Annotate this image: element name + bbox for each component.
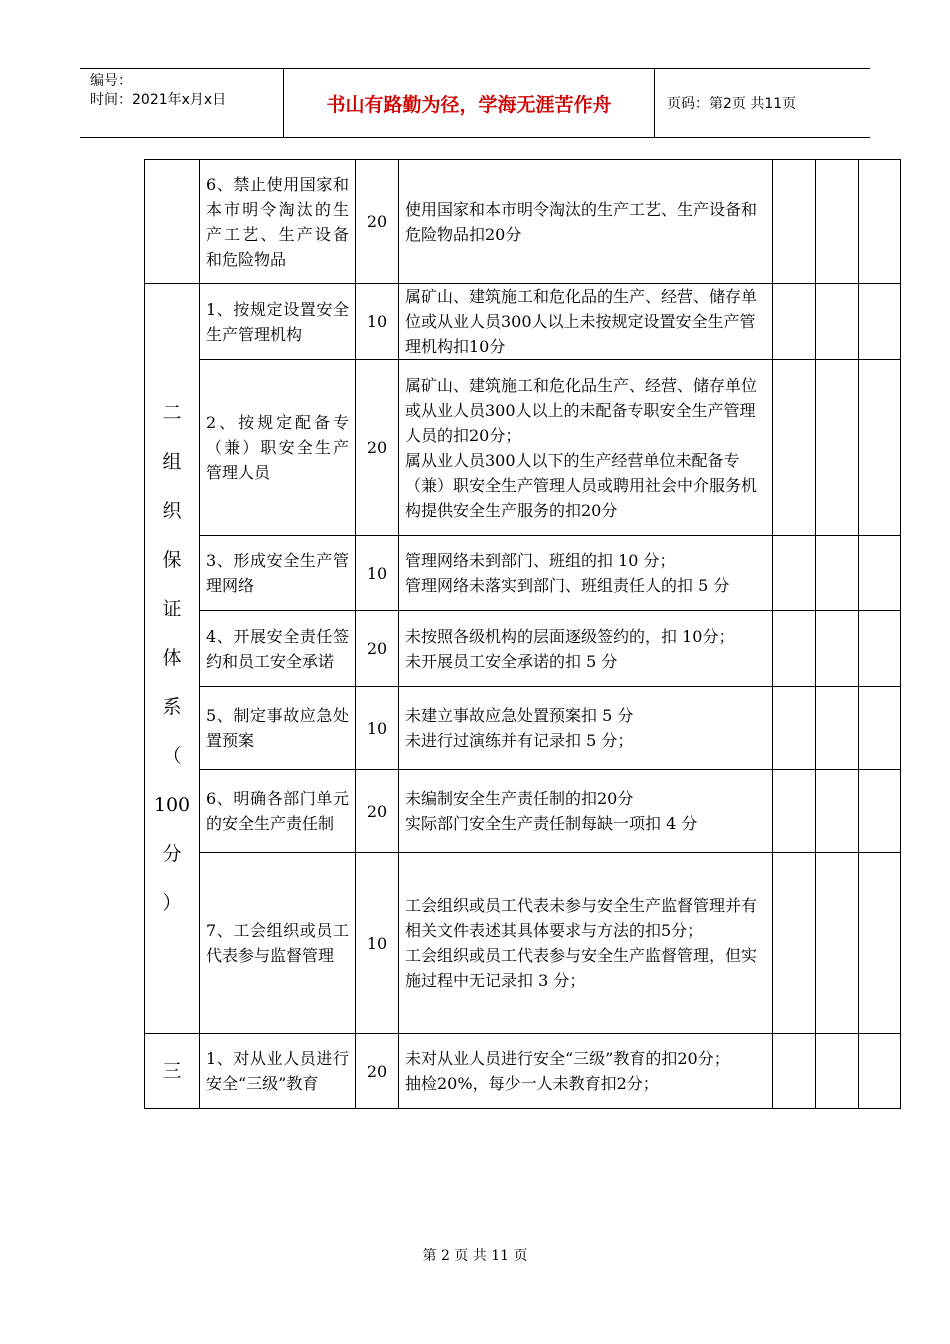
table-row (145, 160, 901, 284)
blank-cell (816, 284, 859, 360)
header-meta (80, 69, 283, 137)
blank-cell (773, 770, 816, 853)
section-three-label: 三 (162, 1059, 182, 1082)
blank-cell (859, 770, 901, 853)
score-cell: 20 (356, 1034, 399, 1109)
score-cell: 10 (356, 284, 399, 360)
item-cell: 2、按规定配备专（兼）职安全生产管理人员 (200, 360, 356, 536)
page-footer: 第 2 页 共 11 页 (422, 1248, 528, 1264)
item-cell: 1、按规定设置安全生产管理机构 (200, 284, 356, 360)
number-label: 编号： (90, 73, 132, 89)
blank-cell (859, 160, 901, 284)
time-label: 时间：2021年x月x日 (90, 92, 227, 108)
blank-cell (773, 853, 816, 1034)
table-row (145, 284, 901, 360)
item-cell: 3、形成安全生产管理网络 (200, 536, 356, 611)
blank-cell (859, 611, 901, 687)
standard-cell (399, 687, 773, 770)
standard-line: 未进行过演练并有记录扣 5 分； (405, 731, 634, 750)
item-cell: 4、开展安全责任签约和员工安全承诺 (200, 611, 356, 687)
blank-cell (859, 360, 901, 536)
assessment-table (144, 159, 901, 1109)
standard-line: 属矿山、建筑施工和危化品的生产、经营、储存单位或从业人员300人以上未按规定设置安全生产管理机构扣10分 (405, 287, 758, 356)
score-cell: 20 (356, 160, 399, 284)
section-cell-two (145, 284, 200, 1034)
score-cell: 20 (356, 360, 399, 536)
blank-cell (773, 160, 816, 284)
table-row (145, 853, 901, 1034)
blank-cell (816, 536, 859, 611)
blank-cell (773, 536, 816, 611)
standard-cell (399, 160, 773, 284)
header-motto: 书山有路勤为径，学海无涯苦作舟 (283, 69, 655, 137)
standard-cell (399, 284, 773, 360)
blank-cell (773, 360, 816, 536)
item-cell: 5、制定事故应急处置预案 (200, 687, 356, 770)
standard-cell (399, 536, 773, 611)
score-cell: 20 (356, 770, 399, 853)
standard-line: 属矿山、建筑施工和危化品生产、经营、储存单位或从业人员300人以上的未配备专职安全生产管理人员的扣20分； (405, 375, 758, 445)
blank-cell (859, 853, 901, 1034)
standard-line: 未建立事故应急处置预案扣 5 分 (405, 706, 634, 725)
blank-cell (773, 284, 816, 360)
standard-line: 属从业人员300人以下的生产经营单位未配备专（兼）职安全生产管理人员或聘用社会中介服务机构提供安全生产服务的扣20分 (405, 450, 758, 520)
blank-cell (859, 284, 901, 360)
standard-line: 管理网络未到部门、班组的扣 10 分； (405, 551, 676, 570)
blank-cell (773, 611, 816, 687)
standard-line: 未按照各级机构的层面逐级签约的，扣 10分； (405, 626, 735, 646)
standard-cell (399, 1034, 773, 1109)
section-cell-three (145, 1034, 200, 1109)
standard-line: 未对从业人员进行安全“三级”教育的扣20分； (405, 1049, 730, 1068)
blank-cell (859, 1034, 901, 1109)
blank-cell (816, 160, 859, 284)
table-row (145, 687, 901, 770)
item-cell: 6、禁止使用国家和本市明令淘汰的生产工艺、生产设备和危险物品 (200, 160, 356, 284)
standard-line: 抽检20%，每少一人未教育扣2分； (405, 1074, 659, 1093)
header-page-label: 页码：第2页 共11页 (667, 96, 797, 112)
standard-line: 使用国家和本市明令淘汰的生产工艺、生产设备和危险物品扣20分 (405, 199, 758, 244)
table-row (145, 770, 901, 853)
standard-cell (399, 360, 773, 536)
table-row (145, 611, 901, 687)
standard-line: 工会组织或员工代表参与安全生产监督管理，但实施过程中无记录扣 3 分； (405, 946, 758, 990)
blank-cell (816, 770, 859, 853)
score-cell: 10 (356, 853, 399, 1034)
standard-cell (399, 770, 773, 853)
table-row (145, 1034, 901, 1109)
standard-cell (399, 853, 773, 1034)
section-two-vertical-title: 二 组 织 保 证 体 系 （ 100 分 ） (153, 402, 191, 914)
blank-cell (859, 687, 901, 770)
blank-cell (816, 687, 859, 770)
standard-line: 未编制安全生产责任制的扣20分 (405, 789, 634, 808)
standard-cell (399, 611, 773, 687)
score-cell: 10 (356, 687, 399, 770)
blank-cell (816, 1034, 859, 1109)
blank-cell (816, 853, 859, 1034)
table-row (145, 536, 901, 611)
blank-cell (859, 536, 901, 611)
standard-line: 未开展员工安全承诺的扣 5 分 (405, 651, 618, 671)
table-row (145, 360, 901, 536)
score-cell: 20 (356, 611, 399, 687)
blank-cell (773, 687, 816, 770)
item-cell: 1、对从业人员进行安全“三级”教育 (200, 1034, 356, 1109)
item-cell: 6、明确各部门单元的安全生产责任制 (200, 770, 356, 853)
page-header (80, 68, 870, 138)
item-cell: 7、工会组织或员工代表参与监督管理 (200, 853, 356, 1034)
standard-line: 工会组织或员工代表未参与安全生产监督管理并有相关文件表述其具体要求与方法的扣5分； (405, 896, 758, 940)
section-cell (145, 160, 200, 284)
blank-cell (773, 1034, 816, 1109)
blank-cell (816, 611, 859, 687)
standard-line: 实际部门安全生产责任制每缺一项扣 4 分 (405, 814, 698, 833)
blank-cell (816, 360, 859, 536)
score-cell: 10 (356, 536, 399, 611)
standard-line: 管理网络未落实到部门、班组责任人的扣 5 分 (405, 576, 730, 595)
